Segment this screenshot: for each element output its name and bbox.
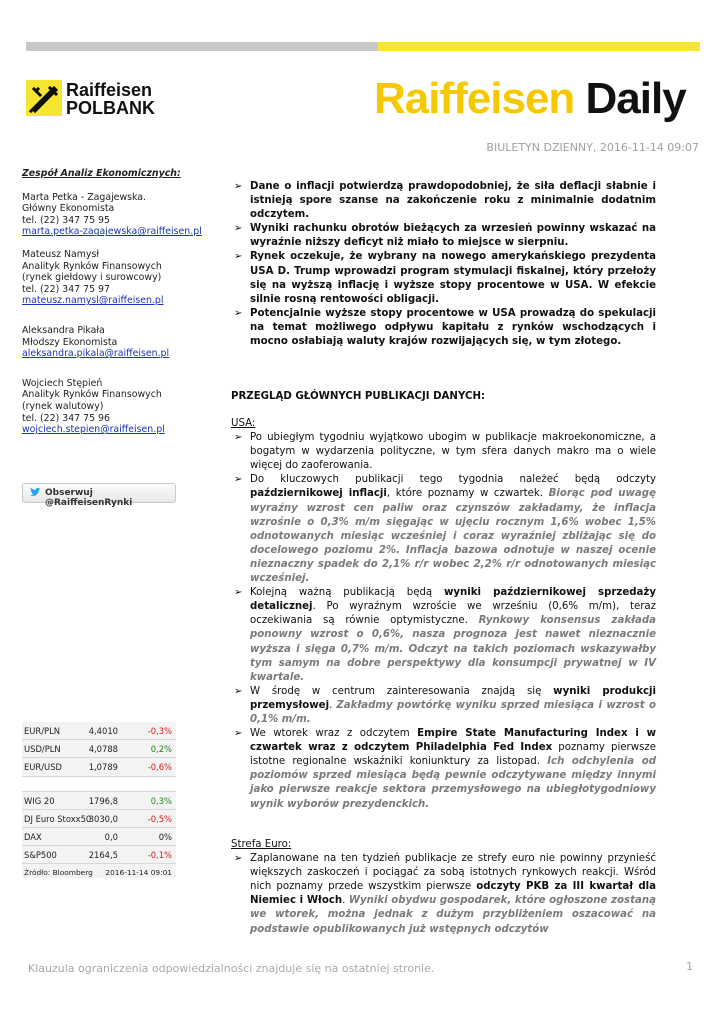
instrument-value: 1796,8 (88, 795, 118, 806)
usa-section (231, 417, 656, 812)
usa-item: ➢ Po ubiegłym tygodniu wyjątkowo ubogim w publikacje makroekonomiczne, a bogatym w wydarzenia polityczne, w tym sfera danych makro ma o wiele więcej do zaoferowania. (231, 431, 656, 473)
contact-phone: tel. (22) 347 75 97 (22, 283, 110, 295)
raiffeisen-logo-icon (26, 80, 62, 116)
summary-item: ➢ Wyniki rachunku obrotów bieżących za wrzesień powinny wskazać na wyraźnie niższy deficyt niż miało to miejsce w sierpniu. (231, 222, 656, 250)
twitter-label: Obserwuj @RaiffeisenRynki (45, 488, 133, 508)
instrument-change: -0,3% (147, 726, 172, 736)
summary-item: ➢ Dane o inflacji potwierdzą prawdopodobniej, że siła deflacji słabnie i istnieją spore szanse na zakończenie roku z minimalnie dodatnim odczytem. (231, 180, 656, 222)
source-label: Źródło: Bloomberg (24, 868, 93, 878)
usa-item: ➢ Do kluczowych publikacji tego tygodnia należeć będą odczyty październikowej inflacji, które poznamy w czwartek. Biorąc pod uwagę wyraźny wzrost cen paliw oraz czynszów zakładamy, że inflacja wzrośnie o 0,3% m/m sięgając w ujęciu rocznym 1,6% wobec 1,5% odnotowanych miesiąc wcześniej i coraz wyraźniej zbliżając się do docelowego poziomu 2%. Inflacja bazowa odnotuje w naszej ocenie nieznaczny spadek do 2,1% r/r wobec 2,2% r/r odnotowanych miesiąc wcześniej. (231, 473, 656, 586)
instrument-value: 4,4010 (88, 726, 118, 736)
instrument-name: S&P500 (24, 850, 57, 861)
contact-email-link[interactable]: aleksandra.pikala@raiffeisen.pl (22, 348, 170, 360)
instrument-change: -0,6% (147, 762, 172, 773)
instrument-value: 4,0788 (88, 744, 118, 755)
contact-card (22, 325, 212, 360)
header-bar-yellow (378, 42, 700, 51)
logo-raiffeisen-text: Raiffeisen (66, 80, 153, 100)
instrument-change: 0% (158, 831, 172, 842)
instrument-value: 2164,5 (88, 850, 118, 861)
contact-card (22, 249, 212, 307)
euro-section (231, 838, 656, 937)
source-date: 2016-11-14 09:01 (105, 868, 172, 878)
instrument-value: 1,0789 (88, 762, 118, 773)
instrument-value: 3030,0 (88, 813, 118, 824)
table-row (22, 828, 176, 846)
contact-role-detail: (rynek walutowy) (22, 400, 104, 412)
contact-email-link[interactable]: mateusz.namysl@raiffeisen.pl (22, 295, 164, 307)
team-contacts (22, 168, 212, 447)
table-row (22, 722, 176, 740)
table-row (22, 792, 176, 810)
brand-raiffeisen: Raiffeisen (374, 74, 575, 123)
summary-section (231, 180, 656, 349)
table-row (22, 810, 176, 828)
instrument-value: 0,0 (104, 831, 118, 842)
usa-item: ➢ Kolejną ważną publikacją będą wyniki październikowej sprzedaży detalicznej. Po wyraźnym wzroście we wrześniu (0,6% m/m), teraz oczekiwania są równie optymistyczne. Rynkowy konsensus zakłada ponowny wzrost o 0,6%, nasza prognoza jest nawet nieznacznie wyższa i sięga 0,7% m/m. Odczyt na takich poziomach wskazywałby tym samym na dobre perspektywy dla konsumpcji prywatnej w IV kwartale. (231, 586, 656, 685)
contact-role: Analityk Rynków Finansowych (22, 260, 162, 272)
instrument-name: DAX (24, 831, 42, 842)
instrument-name: EUR/USD (24, 762, 62, 773)
summary-item: ➢ Rynek oczekuje, że wybrany na nowego amerykańskiego prezydenta USA D. Trump wprowadzi program stymulacji fiskalnej, który przełoży się na wyższą inflację i wyższe stopy procentowe w USA. W efekcie silnie rosną rentowości obligacji. (231, 250, 656, 306)
contact-phone: tel. (22) 347 75 96 (22, 412, 110, 424)
contact-card (22, 192, 212, 238)
bulletin-date: BIULETYN DZIENNY, 2016-11-14 09:07 (486, 141, 699, 154)
twitter-follow-button[interactable] (22, 483, 176, 508)
contact-card (22, 378, 212, 436)
instrument-change: -0,5% (147, 813, 172, 824)
usa-item: ➢ We wtorek wraz z odczytem Empire State Manufacturing Index i w czwartek wraz z odczytem Philadelphia Fed Index poznamy pierwsze istotne regionalne wskaźniki koniunktury za listopad. Ich odchylenia od poziomów sprzed miesiąca będą pewnie odczytywane między innymi jako pierwsze reakcje sektora przemysłowego na ubiegłotygodniowy wynik wyborów prezydenckich. (231, 727, 656, 812)
table-spacer (22, 777, 176, 792)
contact-phone: tel. (22) 347 75 95 (22, 214, 110, 226)
contact-role: Młodszy Ekonomista (22, 336, 118, 348)
instrument-name: WIG 20 (24, 795, 55, 806)
instrument-change: 0,2% (150, 744, 172, 755)
instrument-name: EUR/PLN (24, 726, 61, 736)
euro-item: ➢ Zaplanowane na ten tydzień publikacje ze strefy euro nie powinny przynieść większych zaskoczeń i pociągać za sobą istotnych rynkowych reakcji. Wśród nich poznamy przede wszystkim pierwsze odczyty PKB za III kwartał dla Niemiec i Włoch. Wyniki obydwu gospodarek, które ogłoszone zostaną we wtorek, można jednak z dużym przybliżeniem oszacować na podstawie opublikowanych już wstępnych odczytów (231, 852, 656, 937)
instrument-name: DJ Euro Stoxx50 (24, 813, 92, 824)
section-title: PRZEGLĄD GŁÓWNYCH PUBLIKACJI DANYCH: (231, 391, 486, 402)
disclaimer-footer: Klauzula ograniczenia odpowiedzialności znajduje się na ostatniej stronie. (28, 962, 435, 975)
table-source (22, 864, 176, 878)
contact-email-link[interactable]: marta.petka-zagajewska@raiffeisen.pl (22, 226, 202, 238)
euro-heading: Strefa Euro: (231, 839, 292, 850)
contact-name: Mateusz Namysł (22, 248, 99, 260)
contact-name: Marta Petka - Zagajewska. (22, 191, 146, 203)
contact-role-detail: (rynek giełdowy i surowcowy) (22, 272, 162, 284)
twitter-bird-icon (29, 487, 41, 498)
brand-daily: Daily (585, 74, 686, 123)
contact-name: Aleksandra Pikała (22, 324, 105, 336)
usa-item: ➢ W środę w centrum zainteresowania znajdą się wyniki produkcji przemysłowej. Zakładmy powtórkę wyniku sprzed miesiąca i wzrost o 0,1% m/m. (231, 685, 656, 727)
contact-role: Analityk Rynków Finansowych (22, 389, 162, 401)
logo-polbank-text: POLBANK (66, 98, 155, 118)
header-bar-gray (26, 42, 378, 51)
table-row (22, 846, 176, 864)
table-row (22, 758, 176, 776)
team-title: Zespół Analiz Ekonomicznych: (22, 168, 181, 179)
table-row (22, 740, 176, 758)
market-table (22, 722, 176, 878)
summary-item: ➢ Potencjalnie wyższe stopy procentowe w USA prowadzą do spekulacji na temat możliwego odpływu kapitału z rynków wschodzących i mocno osłabiają waluty krajów rozwijających się, w tym złotego. (231, 307, 656, 349)
contact-email-link[interactable]: wojciech.stepien@raiffeisen.pl (22, 424, 165, 436)
usa-heading: USA: (231, 418, 256, 429)
page-title (374, 74, 686, 124)
contact-role: Główny Ekonomista (22, 203, 115, 215)
instrument-change: 0,3% (150, 795, 172, 806)
contact-name: Wojciech Stępień (22, 377, 103, 389)
instrument-name: USD/PLN (24, 744, 61, 755)
page-number: 1 (686, 960, 693, 973)
instrument-change: -0,1% (147, 850, 172, 861)
